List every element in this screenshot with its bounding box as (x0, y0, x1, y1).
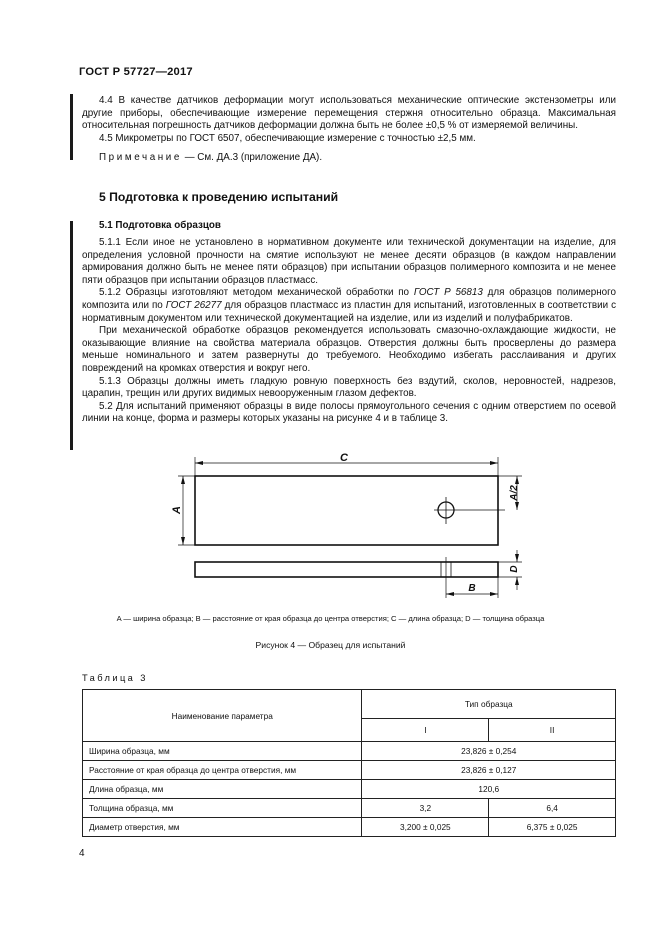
dim-b-label: B (468, 583, 476, 594)
paragraph-5-1-3: 5.1.3 Образцы должны иметь гладкую ровную поверхность без вздутий, сколов, неровностей, надрезов, царапин, трещин или других видимых невооруженным глазом дефектов. (82, 375, 616, 400)
note-label: Примечание (99, 152, 182, 164)
figure-caption: Рисунок 4 — Образец для испытаний (255, 640, 406, 650)
dim-a-label: A (171, 506, 183, 514)
paragraph-5-1-2-part-c: для образцов пластмасс из пластин для испытаний, изготовленных в соответствии с нормативным документом или технической документацией на изделие, или из изделий и полуфабрикатов. (82, 299, 616, 324)
paragraph-4-4: 4.4 В качестве датчиков деформации могут использоваться механические оптические экстензометры или другие приборы, обеспечивающие измерение перемещения стержня относительно образца. Максимальная относительная погрешность датчиков деформации должна быть не более ±0,5 % от измеряемой величины. (82, 95, 616, 132)
row-value-type-2: 6,4 (489, 799, 616, 818)
dim-a2-label: A/2 (509, 485, 520, 501)
dim-b-arrow-left (446, 592, 454, 596)
paragraph-5-1-2-part-b: для образцов полимерного композита или по (82, 287, 617, 311)
dim-a2-arrow-top (515, 476, 519, 484)
table-label: Таблица 3 (82, 673, 148, 683)
row-name: Толщина образца, мм (83, 799, 362, 818)
row-value: 23,826 ± 0,127 (362, 761, 616, 780)
paragraph-machining: При механической обработке образцов рекомендуется использовать смазочно-охлаждающие жидкости, не оказывающие влияние на свойства материала образцов. Отверстия должны быть просверлены до размера меньше номинального и затем развернуты до требуемого. Необходимо избегать расслаивания и других повреждений на кромках отверстия и вокруг него. (82, 325, 616, 374)
row-value-type-2: 6,375 ± 0,025 (489, 818, 616, 837)
dim-a-arrow-bottom (181, 537, 185, 545)
dim-d-arrow-bottom (515, 577, 519, 585)
row-name: Ширина образца, мм (83, 742, 362, 761)
dim-c-label: C (340, 452, 348, 464)
section-5-title: 5 Подготовка к проведению испытаний (99, 190, 339, 204)
row-value: 120,6 (362, 780, 616, 799)
row-value-type-1: 3,200 ± 0,025 (362, 818, 489, 837)
row-value: 23,826 ± 0,254 (362, 742, 616, 761)
document-header: ГОСТ Р 57727—2017 (79, 66, 193, 78)
note-text: — См. ДА.3 (приложение ДА). (181, 152, 323, 164)
dim-c-arrow-left (195, 461, 203, 465)
dim-a2-arrow-bottom (515, 502, 519, 510)
parameters-table (82, 689, 616, 837)
dim-d-label: D (509, 565, 520, 573)
gost-r-56813-ref: ГОСТ Р 56813 (413, 287, 483, 299)
header-parameter-name: Наименование параметра (83, 690, 362, 742)
specimen-plan-view (195, 476, 498, 545)
table-row (83, 761, 616, 780)
row-value-type-1: 3,2 (362, 799, 489, 818)
dim-d-arrow-top (515, 554, 519, 562)
table-row (83, 742, 616, 761)
table-row (83, 780, 616, 799)
paragraph-5-1-1: 5.1.1 Если иное не установлено в нормативном документе или технической документации на изделие, для определения условной прочности на смятие используют не менее десяти образцов (в каждом направлении армирования должно быть не менее пяти образцов) при испытании образцов полимерного композита и не менее пяти образцов при испытании образцов пластмасс. (82, 237, 616, 286)
dim-c-arrow-right (490, 461, 498, 465)
dim-a-arrow-top (181, 476, 185, 484)
table-header-row (83, 690, 616, 719)
paragraph-5-1-2-part-a: 5.1.2 Образцы изготовляют методом механической обработки по (99, 287, 414, 299)
dim-b-arrow-right (490, 592, 498, 596)
figure-legend: A — ширина образца; B — расстояние от края образца до центра отверстия; C — длина образца; D — толщина образца (116, 614, 545, 623)
header-type-1: I (362, 719, 489, 742)
row-name: Расстояние от края образца до центра отверстия, мм (83, 761, 362, 780)
row-name: Диаметр отверстия, мм (83, 818, 362, 837)
page-number: 4 (79, 848, 85, 859)
header-type-2: II (489, 719, 616, 742)
paragraph-4-5: 4.5 Микрометры по ГОСТ 6507, обеспечивающие измерение с точностью ±2,5 мм. (99, 132, 476, 144)
paragraph-5-2: 5.2 Для испытаний применяют образцы в виде полосы прямоугольного сечения с одним отверстием по осевой линии на конце, форма и размеры которых указаны на рисунке 4 и в таблице 3. (82, 400, 616, 425)
row-name: Длина образца, мм (83, 780, 362, 799)
subsection-5-1-title: 5.1 Подготовка образцов (99, 220, 221, 231)
header-specimen-type: Тип образца (362, 690, 616, 719)
gost-26277-ref: ГОСТ 26277 (165, 299, 222, 311)
table-row (83, 818, 616, 837)
specimen-side-view (195, 562, 498, 577)
table-row (83, 799, 616, 818)
